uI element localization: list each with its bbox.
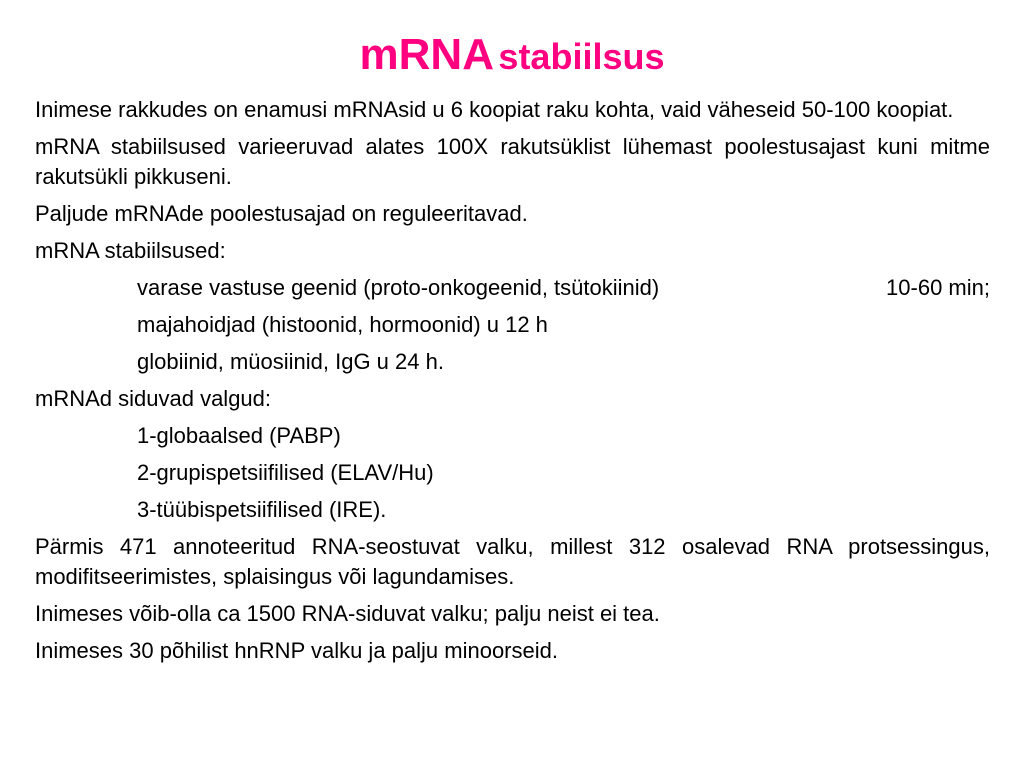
stability-item-label: majahoidjad (histoonid, hormoonid) u 12 h [137, 312, 548, 337]
stability-item-label: varase vastuse geenid (proto-onkogeenid, tsütokiinid) [137, 275, 660, 300]
paragraph-yeast: Pärmis 471 annoteeritud RNA-seostuvat valku, millest 312 osalevad RNA protsessingus, modifitseerimistes, splaisingus või lagundamises. [35, 534, 990, 589]
stability-item [35, 273, 990, 303]
paragraph-stability-heading: mRNA stabiilsused: [35, 238, 226, 263]
slide-title [0, 30, 1024, 81]
stability-item-duration: 10-60 min; [886, 275, 990, 300]
slide-title-sub: stabiilsus [498, 36, 665, 77]
stability-item [35, 347, 990, 377]
binding-item: 2-grupispetsiifilised (ELAV/Hu) [137, 460, 434, 485]
binding-item: 1-globaalsed (PABP) [137, 423, 341, 448]
paragraph-stability-range: mRNA stabiilsused varieeruvad alates 100X rakutsüklist lühemast poolestusajast kuni mitme rakutsükli pikkuseni. [35, 134, 990, 189]
paragraph-regulated: Paljude mRNAde poolestusajad on reguleeritavad. [35, 201, 528, 226]
slide-title-main: mRNA [359, 30, 494, 79]
slide-content [35, 95, 990, 673]
paragraph-binding-heading: mRNAd siduvad valgud: [35, 386, 272, 411]
stability-item [35, 310, 990, 340]
paragraph-copies: Inimese rakkudes on enamusi mRNAsid u 6 koopiat raku kohta, vaid väheseid 50-100 koopiat. [35, 97, 954, 122]
stability-item-label: globiinid, müosiinid, IgG u 24 h. [137, 349, 444, 374]
paragraph-hnrnp: Inimeses 30 põhilist hnRNP valku ja palju minoorseid. [35, 638, 558, 663]
binding-item: 3-tüübispetsiifilised (IRE). [137, 497, 387, 522]
paragraph-human-proteins: Inimeses võib-olla ca 1500 RNA-siduvat valku; palju neist ei tea. [35, 601, 660, 626]
